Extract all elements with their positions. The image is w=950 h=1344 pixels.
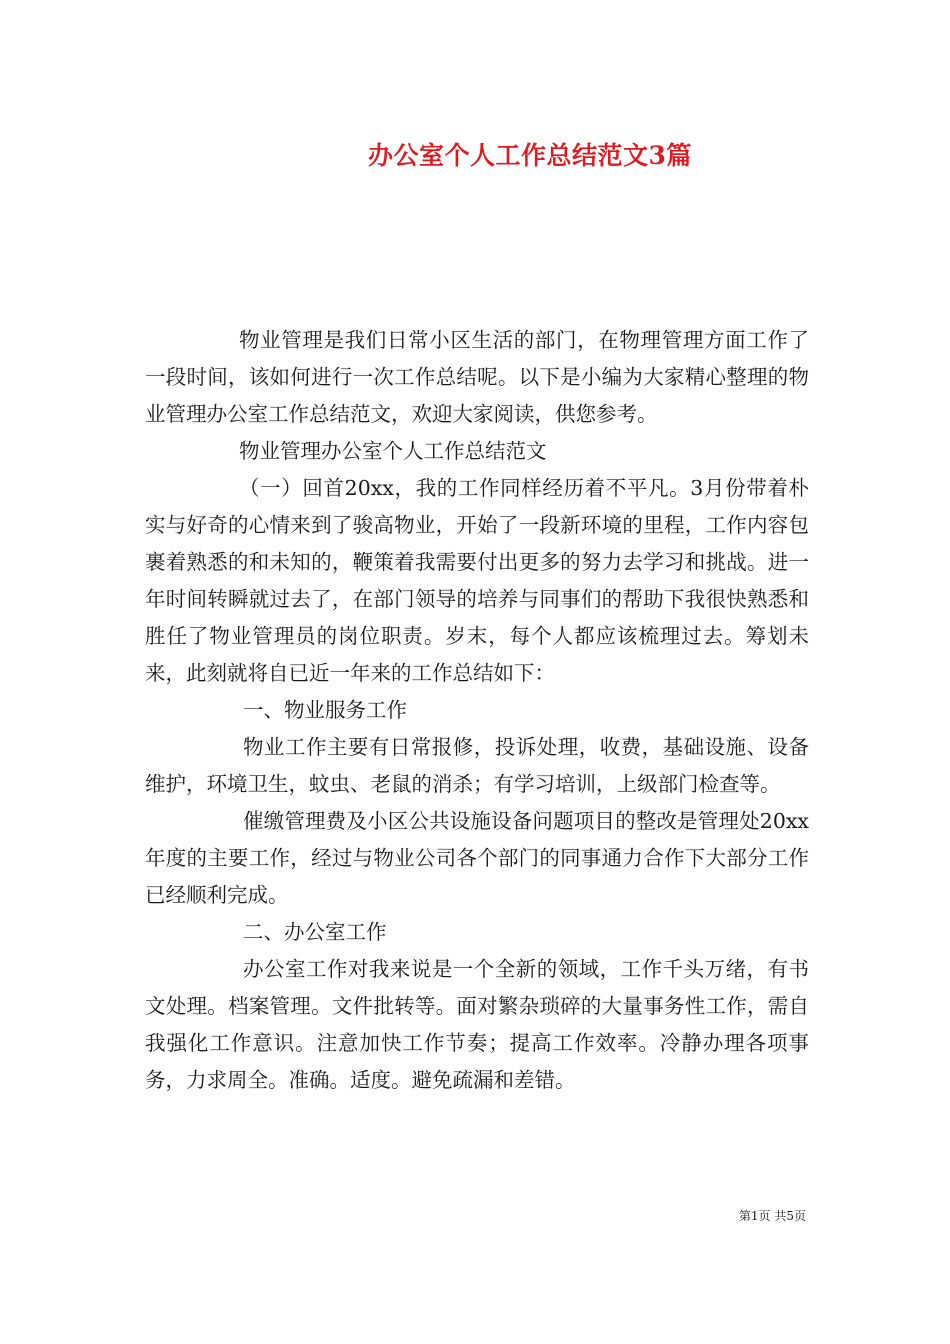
property-service-paragraph: 物业工作主要有日常报修，投诉处理，收费，基础设施、设备维护，环境卫生，蚊虫、老鼠的消杀；有学习培训，上级部门检查等。 (145, 735, 809, 796)
intro-paragraph: 物业管理是我们日常小区生活的部门，在物理管理方面工作了一段时间，该如何进行一次工作总结呢。以下是小编为大家精心整理的物业管理办公室工作总结范文，欢迎大家阅读，供您参考。 (145, 328, 809, 426)
review-paragraph: （一）回首20xx，我的工作同样经历着不平凡。3月份带着朴实与好奇的心情来到了骏高物业，开始了一段新环境的里程，工作内容包裹着熟悉的和未知的，鞭策着我需要付出更多的努力去学习和挑战。进一年时间转瞬就过去了，在部门领导的培养与同事们的帮助下我很快熟悉和胜任了物业管理员的岗位职责。岁末，每个人都应该梳理过去。筹划未来，此刻就将自已近一年来的工作总结如下： (145, 476, 809, 685)
heading-property-service: 一、物业服务工作 (243, 698, 407, 722)
document-title: 办公室个人工作总结范文3篇 (368, 141, 692, 170)
page-number-footer: 第1页 共5页 (738, 1209, 806, 1223)
fee-collection-paragraph: 催缴管理费及小区公共设施设备问题项目的整改是管理处20xx年度的主要工作，经过与物业公司各个部门的同事通力合作下大部分工作已经顺利完成。 (145, 809, 809, 907)
document-body (145, 322, 809, 1099)
office-work-paragraph: 办公室工作对我来说是一个全新的领域，工作千头万绪，有书文处理。档案管理。文件批转等。面对繁杂琐碎的大量事务性工作，需自我强化工作意识。注意加快工作节奏；提高工作效率。冷静办理各项事务，力求周全。准确。适度。避免疏漏和差错。 (145, 957, 809, 1092)
section-subtitle: 物业管理办公室个人工作总结范文 (239, 439, 547, 463)
heading-office-work: 二、办公室工作 (243, 920, 387, 944)
